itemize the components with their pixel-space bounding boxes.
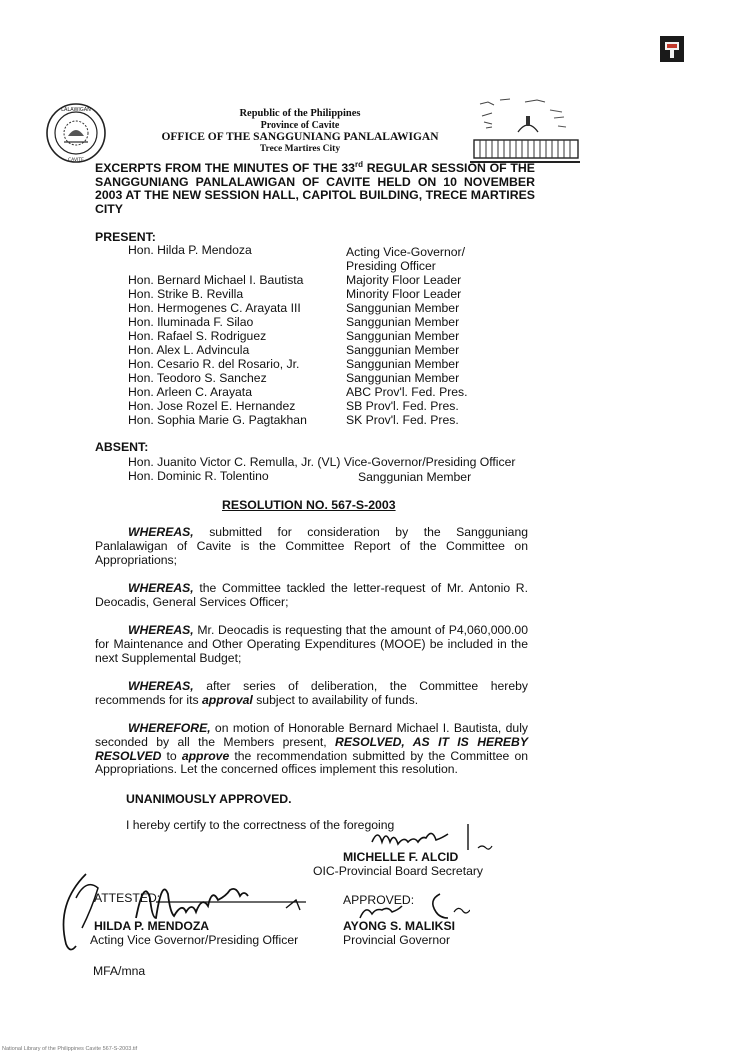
absent-member-position: Sanggunian Member (358, 470, 472, 484)
typist-initials: MFA/mna (93, 964, 146, 978)
header-province: Province of Cavite (260, 120, 340, 131)
member-name: Hon. Rafael S. Rodriguez (128, 329, 267, 343)
present-label: PRESENT: (95, 230, 156, 244)
capitol-building-icon (470, 96, 580, 164)
attested-title: Acting Vice Governor/Presiding Officer (90, 933, 299, 947)
member-position: Sanggunian Member (346, 343, 460, 357)
document-title: EXCERPTS FROM THE MINUTES OF THE 33rd REGULAR SESSION OF THE SANGGUNIANG PANLALAWIGAN OF CAVITE HELD ON 10 NOVEMBER 2003 AT THE NEW SESSION HALL, CAPITOL BUILDING, TRECE MARTIRES CITY (95, 159, 535, 216)
member-position-cont: Presiding Officer (346, 259, 436, 273)
member-name: Hon. Jose Rozel E. Hernandez (128, 399, 296, 413)
member-name: Hon. Bernard Michael I. Bautista (128, 273, 304, 287)
member-name: Hon. Arleen C. Arayata (128, 385, 252, 399)
scan-footer: National Library of the Philippines Cavite 567-S-2003.tif (2, 1046, 138, 1052)
member-position: Sanggunian Member (346, 371, 460, 385)
approved-title: Provincial Governor (343, 933, 451, 947)
whereas-paragraph-2: WHEREAS, the Committee tackled the letter-request of Mr. Antonio R. Deocadis, General Services Officer; (95, 581, 528, 609)
header-city: Trece Martires City (259, 144, 341, 154)
member-name: Hon. Iluminada F. Silao (128, 315, 254, 329)
unanimous-approval: UNANIMOUSLY APPROVED. (126, 792, 292, 806)
absent-label: ABSENT: (95, 440, 149, 454)
member-position: Acting Vice-Governor/ (346, 245, 465, 259)
secretary-title: OIC-Provincial Board Secretary (313, 864, 484, 878)
secretary-name: MICHELLE F. ALCID (343, 850, 459, 864)
cavite-seal-icon (44, 102, 108, 164)
member-position: Majority Floor Leader (346, 273, 462, 287)
attested-label: ATTESTED: (94, 891, 161, 905)
member-position: SK Prov'l. Fed. Pres. (346, 413, 459, 427)
member-name: Hon. Sophia Marie G. Pagtakhan (128, 413, 307, 427)
member-name: Hon. Teodoro S. Sanchez (128, 371, 267, 385)
wherefore-paragraph: WHEREFORE, on motion of Honorable Bernard Michael I. Bautista, duly seconded by all the Members present, RESOLVED, AS IT IS HEREBY RESOLVED to approve the recommendation submitted by the Committee on Appropriations. Let the concerned offices implement this resolution. (95, 721, 528, 777)
member-name: Hon. Cesario R. del Rosario, Jr. (128, 357, 300, 371)
member-position: Sanggunian Member (346, 329, 460, 343)
member-position: Sanggunian Member (346, 315, 460, 329)
whereas-paragraph-3: WHEREAS, Mr. Deocadis is requesting that the amount of P4,060,000.00 for Maintenance and Other Operating Expenditures (MOOE) be included in the next Supplemental Budget; (95, 623, 528, 665)
corner-logo-icon (660, 36, 684, 62)
member-name: Hon. Hilda P. Mendoza (128, 243, 252, 257)
approved-name: AYONG S. MALIKSI (343, 919, 455, 933)
resolution-number: RESOLUTION NO. 567-S-2003 (222, 498, 396, 512)
header-office: OFFICE OF THE SANGGUNIANG PANLALAWIGAN (161, 131, 439, 143)
member-name: Hon. Strike B. Revilla (128, 287, 244, 301)
absent-member-name: Hon. Dominic R. Tolentino (128, 469, 269, 483)
attested-name: HILDA P. MENDOZA (94, 919, 210, 933)
vice-governor-signature-icon (56, 868, 316, 963)
certification-statement: I hereby certify to the correctness of the foregoing (126, 818, 395, 832)
header-republic: Republic of the Philippines (239, 108, 361, 119)
member-position: SB Prov'l. Fed. Pres. (346, 399, 459, 413)
svg-text:LALAWIGAN: LALAWIGAN (61, 107, 91, 113)
member-name: Hon. Hermogenes C. Arayata III (128, 301, 301, 315)
svg-text:CAVITE: CAVITE (68, 158, 84, 163)
member-name: Hon. Alex L. Advincula (128, 343, 250, 357)
whereas-paragraph-1: WHEREAS, submitted for consideration by the Sangguniang Panlalawigan of Cavite is the Committee Report of the Committee on Appropriations; (95, 525, 528, 567)
absent-member: Hon. Juanito Victor C. Remulla, Jr. (VL) Vice-Governor/Presiding Officer (128, 455, 516, 469)
member-position: Minority Floor Leader (346, 287, 462, 301)
member-position: Sanggunian Member (346, 301, 460, 315)
whereas-paragraph-4: WHEREAS, after series of deliberation, the Committee hereby recommends for its approval subject to availability of funds. (95, 679, 528, 707)
member-position: ABC Prov'l. Fed. Pres. (346, 385, 468, 399)
approved-label: APPROVED: (343, 893, 415, 907)
member-position: Sanggunian Member (346, 357, 460, 371)
